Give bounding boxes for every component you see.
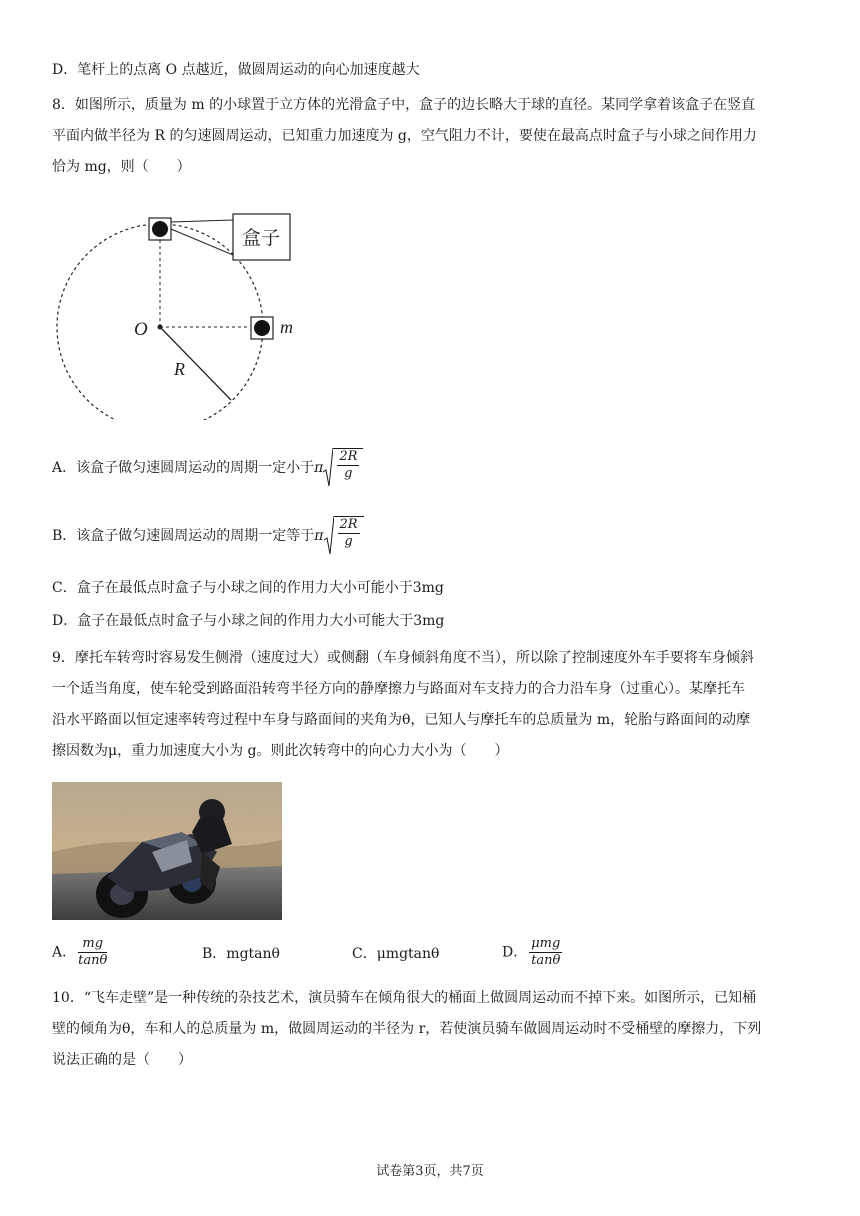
ball-right xyxy=(254,320,270,336)
circular-motion-diagram xyxy=(40,205,310,420)
callout-line-1 xyxy=(171,220,233,222)
page-footer: 试卷第3页，共7页 xyxy=(376,1164,484,1179)
question-8-stem xyxy=(52,90,812,183)
q8-option-a: A．该盒子做匀速圆周运动的周期一定小于π $\frac{2R}{g}$ xyxy=(52,448,363,488)
q8-line-2: 平面内做半径为 R 的匀速圆周运动，已知重力加速度为 g，空气阻力不计，要使在最高点时盒子与小球之间作用力 xyxy=(52,128,757,144)
q8-line-1: 8．如图所示，质量为 m 的小球置于立方体的光滑盒子中，盒子的边长略大于球的直径。某同学拿着该盒子在竖直 xyxy=(52,97,756,113)
radius-line xyxy=(160,327,231,400)
q10-line-3: 说法正确的是（ ） xyxy=(52,1052,192,1068)
q9-line-4: 擦因数为μ，重力加速度大小为 g。则此次转弯中的向心力大小为（ ） xyxy=(52,743,509,759)
box-label: 盒子 xyxy=(241,228,281,249)
center-point xyxy=(158,325,163,330)
q8-option-d: D．盒子在最低点时盒子与小球之间的作用力大小可能大于3mg xyxy=(52,613,445,629)
q7-option-d: D．笔杆上的点离 O 点越近，做圆周运动的向心加速度越大 xyxy=(52,62,420,78)
center-label: O xyxy=(134,319,148,340)
q9-d-fraction: $\frac{\text{μmg}}{\tan\theta}$ xyxy=(531,936,561,968)
sqrt-formula-a: $\frac{2R}{g}$ xyxy=(323,448,363,488)
q9-line-1: 9．摩托车转弯时容易发生侧滑（速度过大）或侧翻（车身倾斜角度不当），所以除了控制速度外车手要将车身倾斜 xyxy=(52,650,754,666)
motorcycle-photo xyxy=(52,782,282,920)
q9-option-d: D． $\frac{\text{μmg}}{\tan\theta}$ xyxy=(502,936,561,968)
q8-option-b: B．该盒子做匀速圆周运动的周期一定等于π $\frac{2R}{g}$ xyxy=(52,516,364,556)
q9-line-3: 沿水平路面以恒定速率转弯过程中车身与路面间的夹角为θ，已知人与摩托车的总质量为 m，轮胎与路面间的动摩 xyxy=(52,712,751,728)
q9-option-b: B．mgtanθ xyxy=(202,946,280,962)
q8-line-3: 恰为 mg，则（ ） xyxy=(52,159,191,175)
mass-label: m xyxy=(280,317,293,337)
motorcycle-illustration xyxy=(52,782,282,920)
ball-top xyxy=(152,221,168,237)
q9-a-fraction: $\frac{mg}{\tan\theta}$ xyxy=(78,936,108,968)
question-10-stem xyxy=(52,983,812,1076)
callout-line-2 xyxy=(171,229,233,255)
sqrt-formula-b: $\frac{2R}{g}$ xyxy=(324,516,364,556)
q9-line-2: 一个适当角度，使车轮受到路面沿转弯半径方向的静摩擦力与路面对车支持力的合力沿车身（过重心）。某摩托车 xyxy=(52,681,745,697)
q9-option-c: C．μmgtanθ xyxy=(352,946,440,962)
q9-option-a: A． $\frac{mg}{\tan\theta}$ xyxy=(52,936,108,968)
q10-line-1: 10．“飞车走壁”是一种传统的杂技艺术，演员骑车在倾角很大的桶面上做圆周运动而不掉下来。如图所示，已知桶 xyxy=(52,990,757,1006)
q10-line-2: 壁的倾角为θ，车和人的总质量为 m，做圆周运动的半径为 r，若使演员骑车做圆周运动时不受桶壁的摩擦力，下列 xyxy=(52,1021,762,1037)
q8-option-c: C．盒子在最低点时盒子与小球之间的作用力大小可能小于3mg xyxy=(52,580,444,596)
radius-label: R xyxy=(174,359,185,379)
question-9-stem xyxy=(52,643,812,767)
